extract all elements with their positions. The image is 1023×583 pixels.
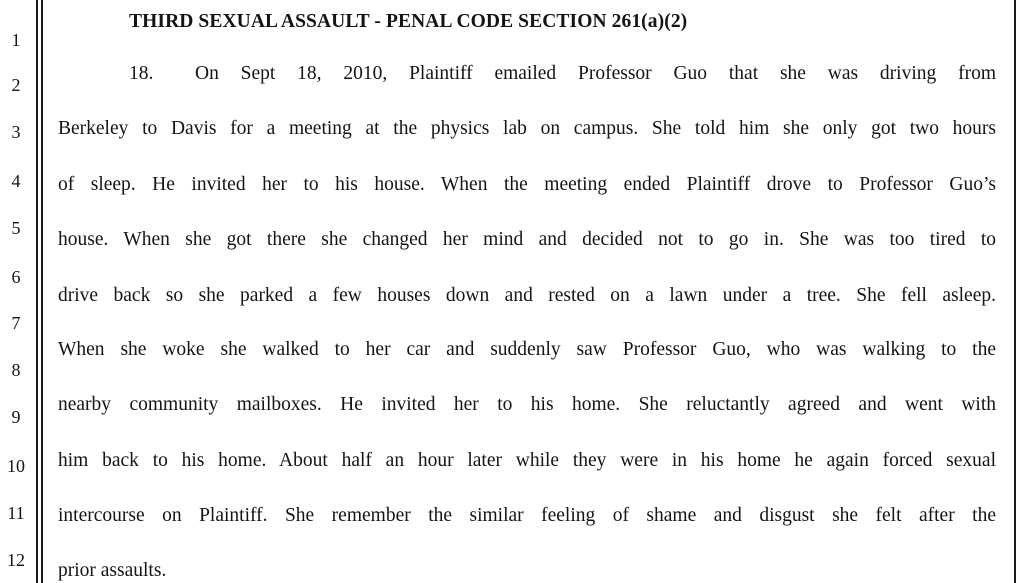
- paragraph-number: 18.: [129, 63, 154, 84]
- paragraph-line: Berkeley to Davis for a meeting at the physics lab on campus. She told him she only got two hours: [58, 118, 996, 139]
- line-number: 12: [7, 550, 25, 570]
- line-number: 11: [7, 503, 25, 523]
- paragraph-line: intercourse on Plaintiff. She remember the similar feeling of shame and disgust she felt after the: [58, 505, 996, 526]
- paragraph-line: him back to his home. About half an hour later while they were in his home he again forced sexual: [58, 450, 996, 471]
- paragraph-line: prior assaults.: [58, 560, 167, 581]
- line-number: 6: [11, 267, 21, 287]
- paragraph-line: nearby community mailboxes. He invited her to his home. She reluctantly agreed and went with: [58, 394, 996, 415]
- paragraph-line: house. When she got there she changed her mind and decided not to go in. She was too tired to: [58, 229, 996, 250]
- paragraph-line: When she woke she walked to her car and suddenly saw Professor Guo, who was walking to the: [58, 339, 996, 360]
- paragraph-line: On Sept 18, 2010, Plaintiff emailed Professor Guo that she was driving from: [195, 63, 996, 84]
- section-heading: THIRD SEXUAL ASSAULT - PENAL CODE SECTION 261(a)(2): [129, 11, 688, 32]
- line-number: 10: [7, 456, 25, 476]
- line-number: 4: [11, 171, 21, 191]
- line-number: 7: [11, 313, 21, 333]
- line-number: 8: [11, 360, 21, 380]
- line-number: 9: [11, 407, 21, 427]
- paragraph-line: of sleep. He invited her to his house. When the meeting ended Plaintiff drove to Professor Guo’s: [58, 174, 996, 195]
- line-number: 5: [11, 218, 21, 238]
- line-number: 1: [11, 30, 21, 50]
- paragraph-first-line: [129, 62, 996, 86]
- line-number: 2: [11, 75, 21, 95]
- paragraph-line: drive back so she parked a few houses down and rested on a lawn under a tree. She fell asleep.: [58, 285, 996, 306]
- line-number: 3: [11, 122, 21, 142]
